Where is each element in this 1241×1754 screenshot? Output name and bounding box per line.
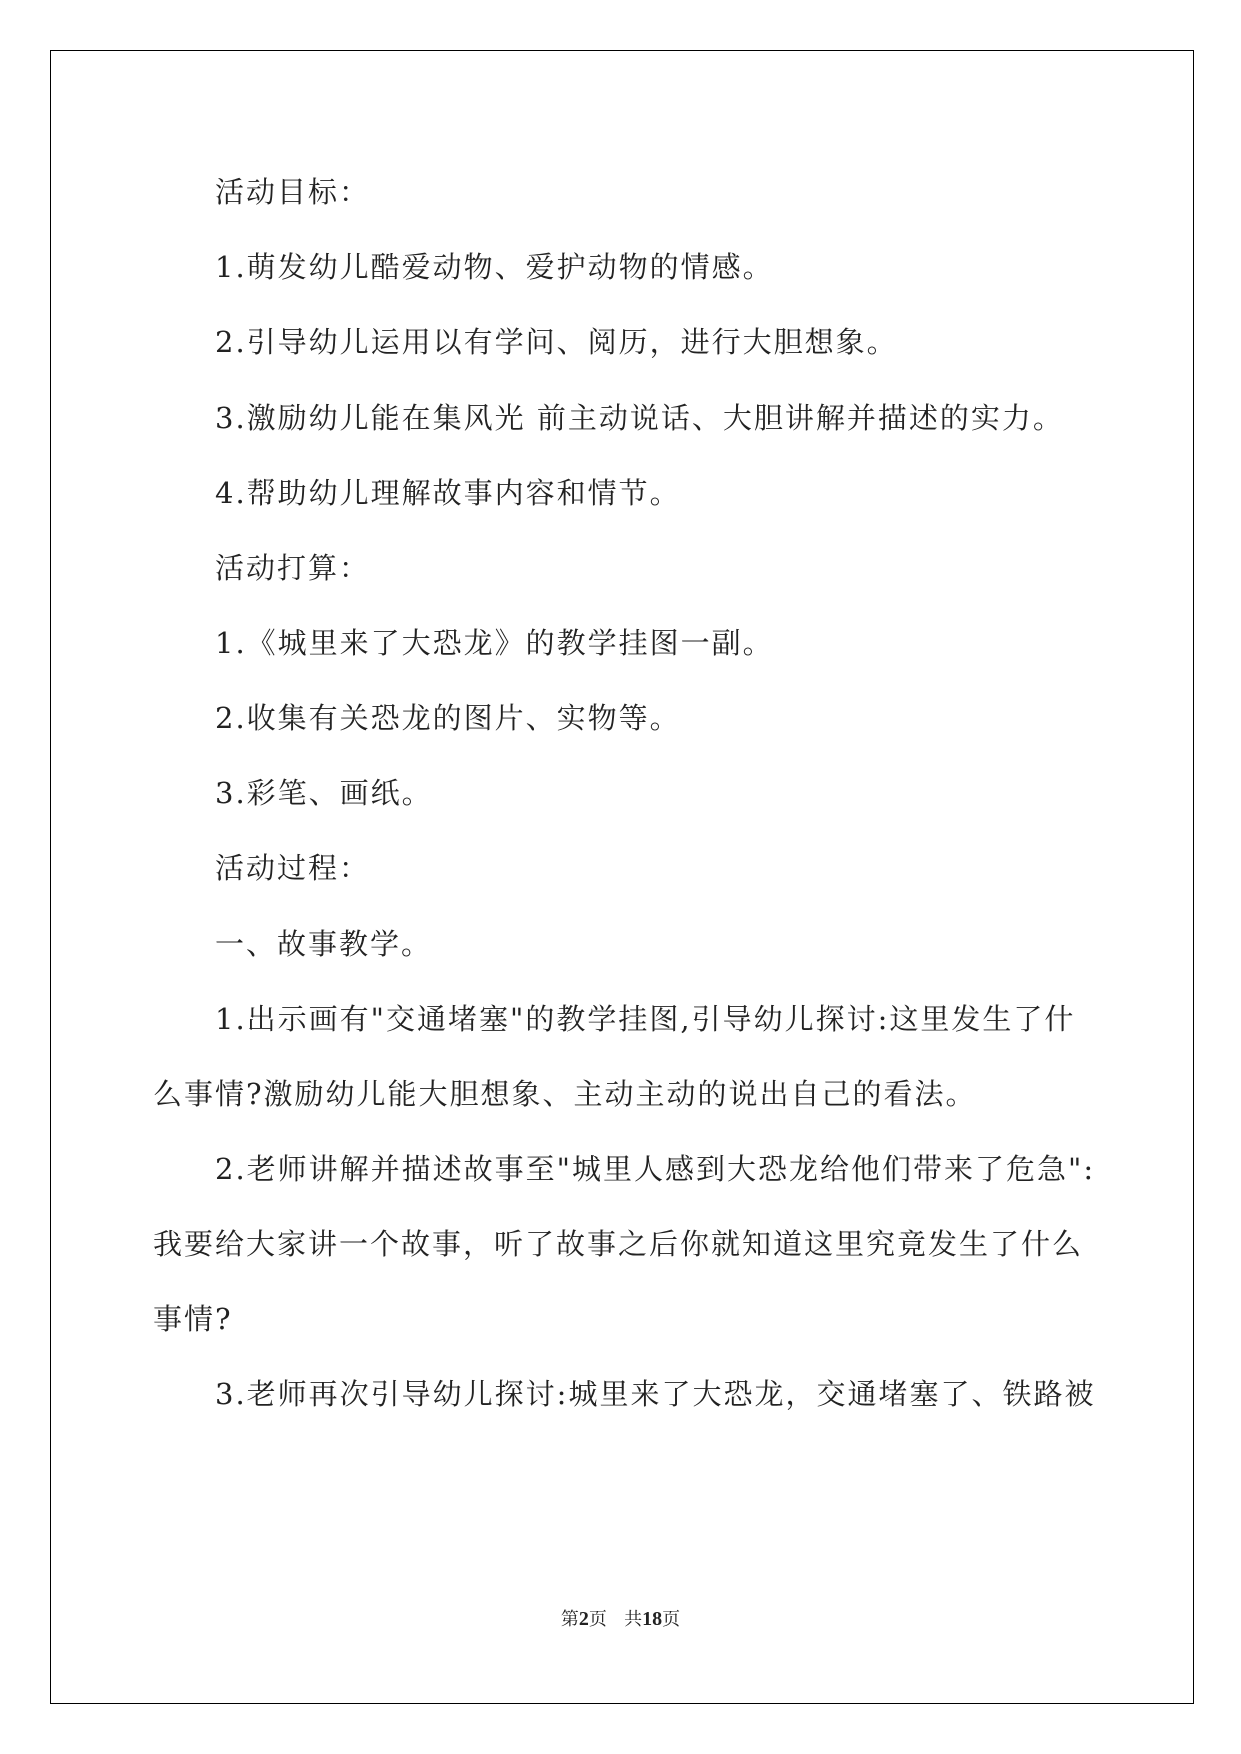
footer-total-suffix: 页 (662, 1609, 681, 1630)
text-line: 4.帮助幼儿理解故事内容和情节。 (215, 476, 681, 510)
text-line: 3.激励幼儿能在集风光 前主动说话、大胆讲解并描述的实力。 (215, 401, 1064, 435)
text-line: 活动过程： (215, 851, 371, 885)
text-line: 一、故事教学。 (215, 927, 433, 961)
text-line: 1.《城里来了大恐龙》的教学挂图一副。 (215, 626, 774, 660)
text-line: 活动打算： (215, 551, 371, 585)
text-line: 2.收集有关恐龙的图片、实物等。 (215, 701, 681, 735)
footer-total-prefix: 共 (624, 1609, 643, 1630)
text-line: 我要给大家讲一个故事，听了故事之后你就知道这里究竟发生了什么 (153, 1227, 1084, 1261)
text-line: 1.出示画有"交通堵塞"的教学挂图,引导幼儿探讨:这里发生了什 (215, 1002, 1076, 1036)
total-page-count: 18 (642, 1608, 663, 1630)
footer-prefix: 第 (560, 1609, 579, 1630)
current-page-number: 2 (578, 1608, 589, 1630)
text-line: 2.引导幼儿运用以有学问、阅历，进行大胆想象。 (215, 325, 898, 359)
page-footer (0, 1605, 1241, 1631)
text-line: 么事情?激励幼儿能大胆想象、主动主动的说出自己的看法。 (153, 1077, 977, 1111)
footer-page-suffix: 页 (588, 1609, 607, 1630)
text-line: 事情? (153, 1302, 233, 1336)
text-line: 3.老师再次引导幼儿探讨:城里来了大恐龙，交通堵塞了、铁路被 (215, 1377, 1096, 1411)
text-line: 2.老师讲解并描述故事至"城里人感到大恐龙给他们带来了危急": (215, 1152, 1096, 1186)
text-line: 活动目标： (215, 175, 371, 209)
text-line: 3.彩笔、画纸。 (215, 776, 433, 810)
text-line: 1.萌发幼儿酷爱动物、爱护动物的情感。 (215, 250, 774, 284)
